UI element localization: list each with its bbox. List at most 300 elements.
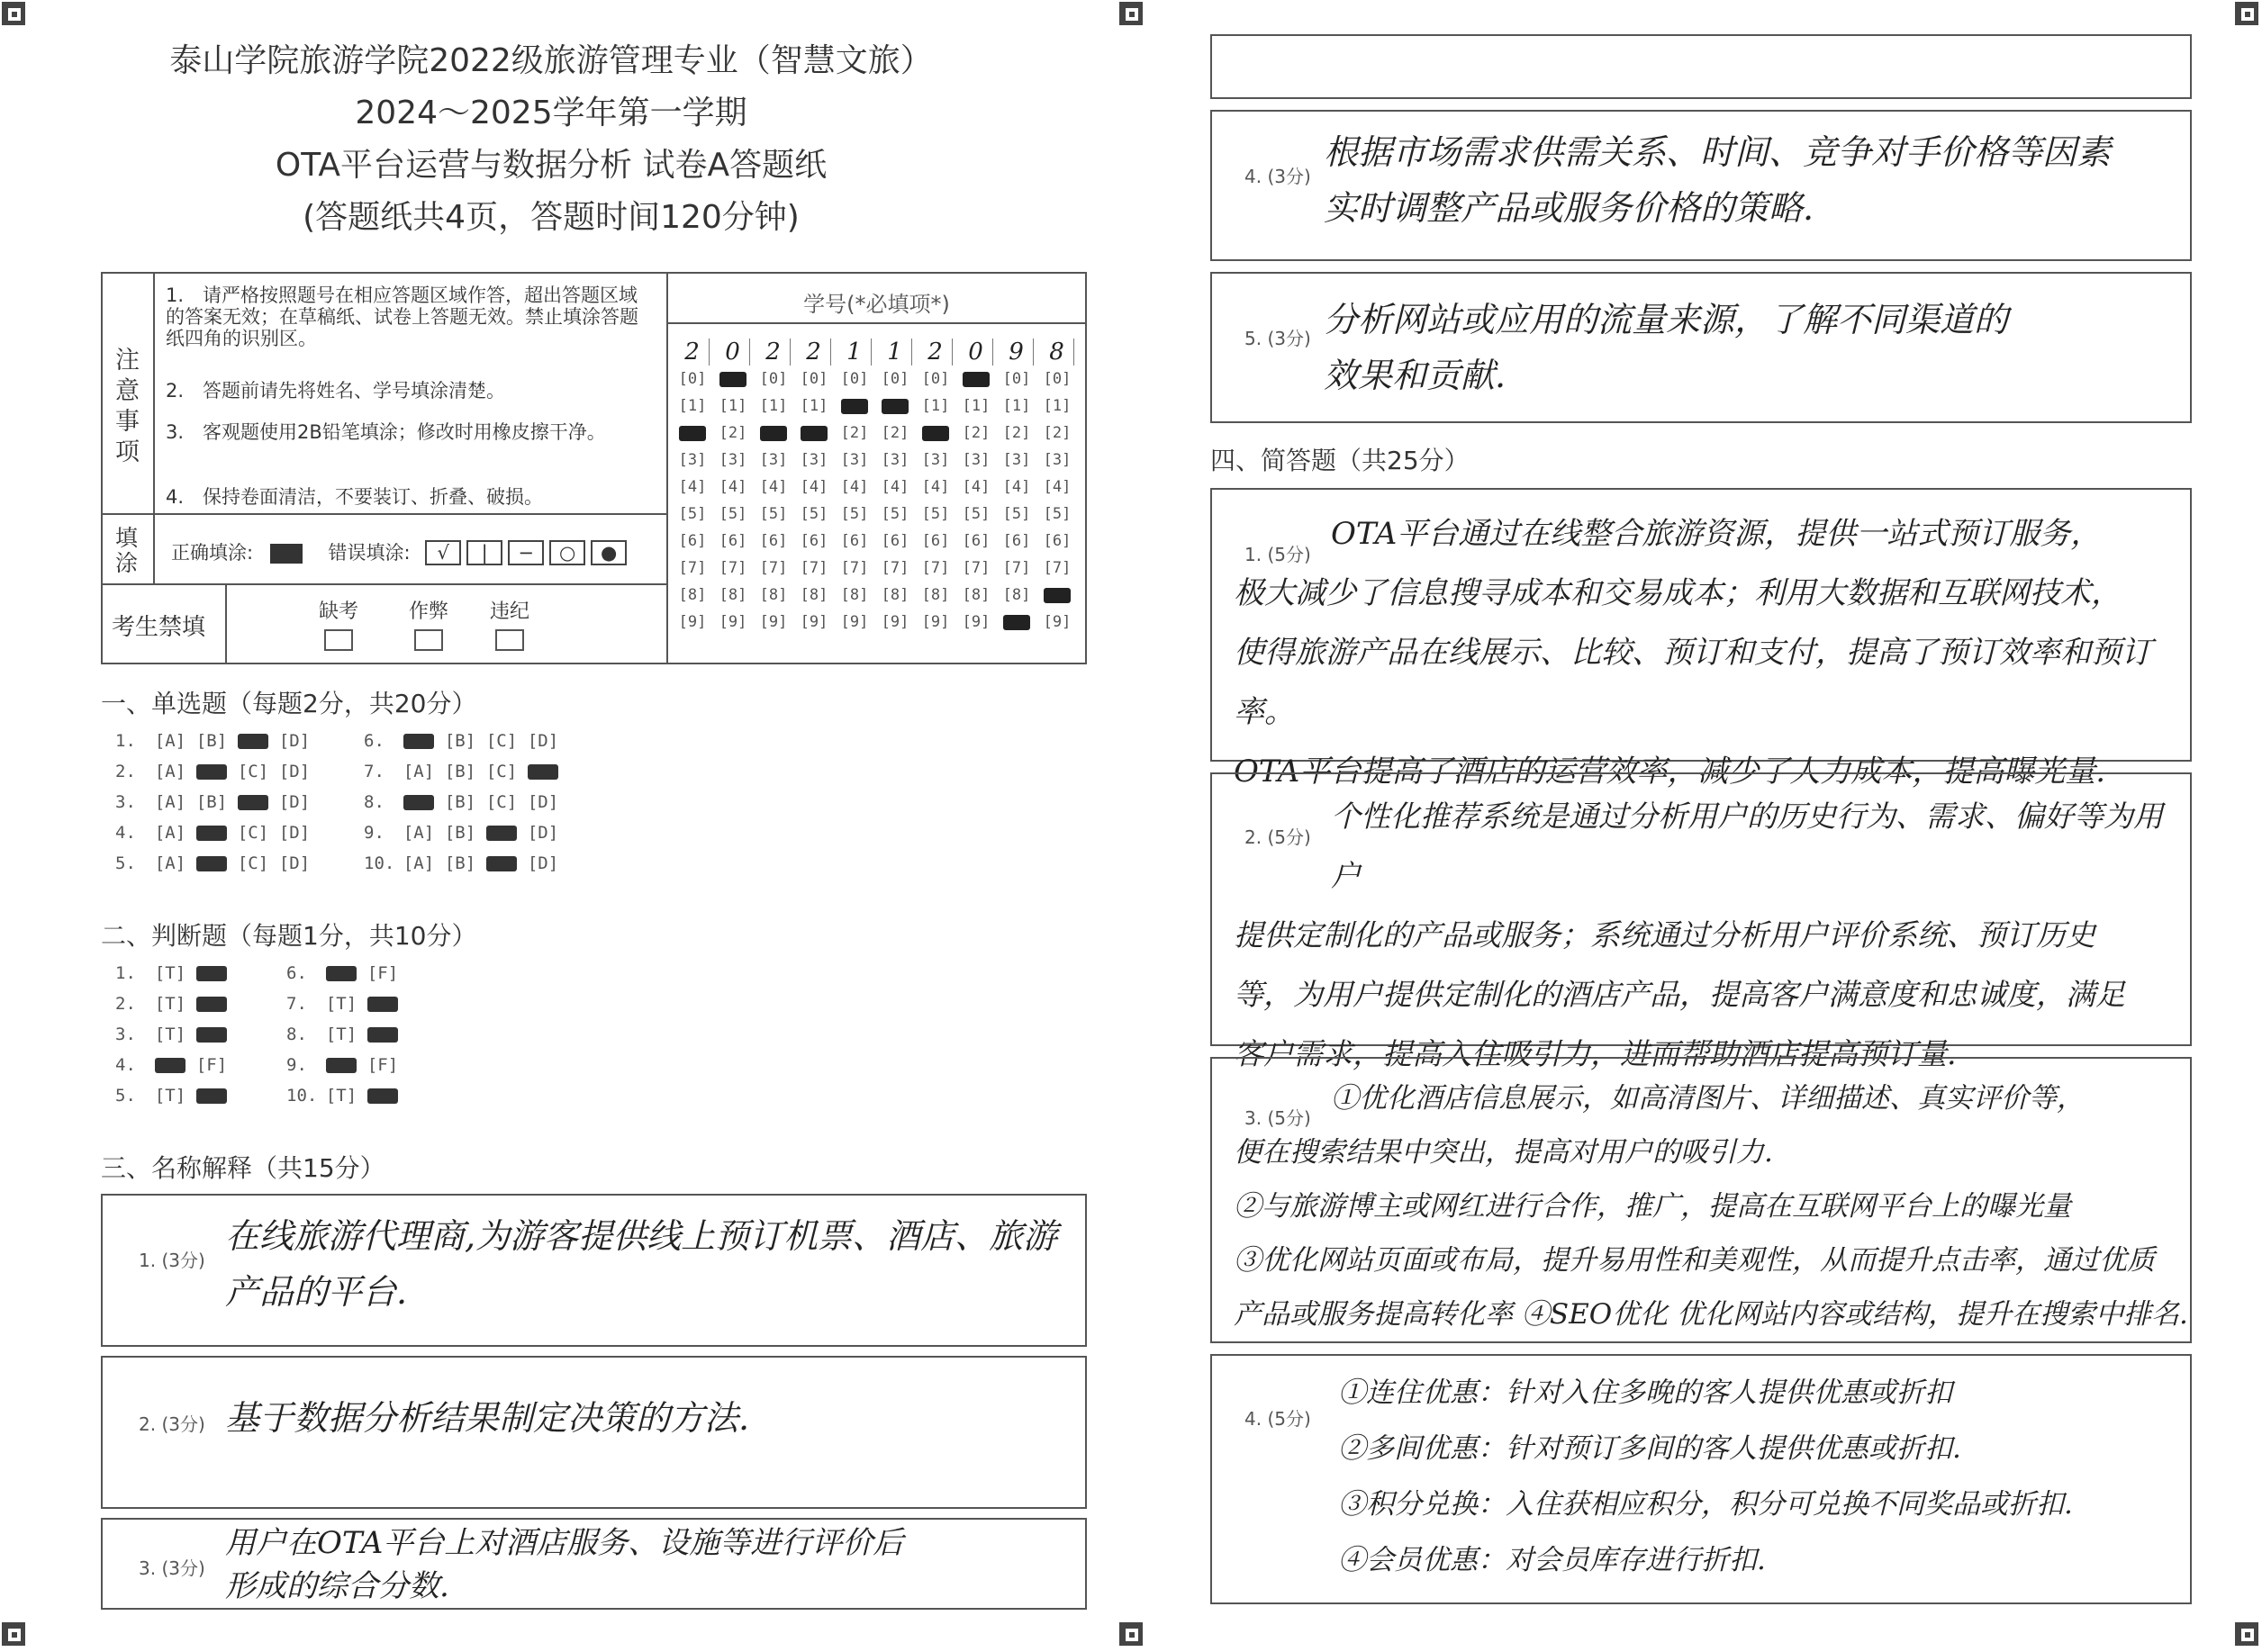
tf-option[interactable]: [F]	[366, 1055, 399, 1075]
fill-label: 填涂	[115, 525, 139, 576]
mc-option[interactable]: [D]	[278, 762, 311, 781]
mc-option[interactable]: [D]	[527, 853, 559, 873]
short-q2-line-1: 个性化推荐系统是通过分析用户的历史行为、需求、偏好等为用户	[1331, 799, 2163, 893]
mc-number: 4.	[115, 823, 136, 843]
mc-bubble-filled[interactable]	[196, 764, 227, 780]
student-id-bubble[interactable]: [9]	[759, 613, 788, 631]
term-q3-line-1: 用户在OTA平台上对酒店服务、设施等进行评价后	[225, 1525, 904, 1561]
tf-option[interactable]: [F]	[366, 963, 399, 983]
student-id-bubble[interactable]: [5]	[678, 505, 707, 523]
short-q4-line-3: ③积分兑换：入住获相应积分，积分可兑换不同奖品或折扣.	[1338, 1488, 2073, 1521]
student-id-bubble[interactable]: [5]	[719, 505, 747, 523]
student-id-bubble[interactable]: [4]	[1002, 478, 1031, 496]
mc-bubble-filled[interactable]	[238, 734, 268, 749]
student-id-bubble[interactable]: [1]	[800, 397, 828, 415]
short-q4-label: 4. (5分)	[1244, 1408, 1311, 1430]
mc-option[interactable]: [A]	[403, 762, 435, 781]
student-id-bubble[interactable]: [1]	[962, 397, 991, 415]
mc-option[interactable]: [D]	[527, 731, 559, 751]
mc-option[interactable]: [A]	[154, 823, 186, 843]
notice-item-4: 4. 保持卷面清洁，不要装订、折叠、破损。	[166, 486, 544, 508]
forbidden-cheating-box[interactable]	[414, 629, 443, 651]
tf-option[interactable]	[362, 1086, 403, 1106]
tf-bubble-filled[interactable]	[155, 1058, 185, 1073]
mc-option[interactable]: [A]	[154, 853, 186, 873]
student-id-bubble[interactable]: [8]	[881, 586, 909, 604]
tf-number: 8.	[286, 1025, 307, 1044]
term-q2-label: 2. (3分)	[139, 1413, 205, 1435]
student-id-bubble[interactable]: [2]	[1002, 424, 1031, 442]
mc-row	[115, 762, 315, 781]
term-q5-label: 5. (3分)	[1244, 328, 1311, 349]
mc-option[interactable]: [D]	[278, 853, 311, 873]
student-id-bubble[interactable]: [3]	[719, 451, 747, 469]
mc-option[interactable]	[191, 823, 232, 843]
student-id-bubble[interactable]: [6]	[800, 532, 828, 550]
tf-option[interactable]	[149, 1055, 191, 1075]
correct-fill-sample	[270, 544, 303, 564]
student-id-bubble[interactable]: [6]	[921, 532, 950, 550]
student-id-bubble[interactable]: [9]	[840, 613, 869, 631]
student-id-bubble-filled[interactable]	[882, 399, 909, 414]
mc-option[interactable]	[191, 762, 232, 781]
student-id-bubble[interactable]: [0]	[800, 370, 828, 388]
term-q1-line-2: 产品的平台.	[225, 1272, 408, 1312]
student-id-bubble[interactable]: [2]	[962, 424, 991, 442]
term-answer-box-4	[1210, 110, 2192, 261]
forbidden-absent-box[interactable]	[324, 629, 353, 651]
student-id-bubble[interactable]: [1]	[1043, 397, 1072, 415]
forbidden-violation-box[interactable]	[495, 629, 524, 651]
tf-bubble-filled[interactable]	[196, 966, 227, 981]
student-id-column	[837, 339, 872, 636]
tf-option[interactable]: [T]	[325, 994, 357, 1014]
notice-label: 注意事项	[115, 347, 140, 466]
blank-answer-box	[1210, 34, 2192, 99]
student-id-bubble[interactable]: [0]	[881, 370, 909, 388]
mc-option[interactable]: [A]	[403, 853, 435, 873]
tf-option[interactable]: [T]	[325, 1025, 357, 1044]
tf-number: 2.	[115, 994, 136, 1014]
student-id-bubble[interactable]: [6]	[881, 532, 909, 550]
student-id-bubble[interactable]: [0]	[678, 370, 707, 388]
student-id-written-digit: 1	[837, 339, 872, 366]
notice-item-1: 1. 请严格按照题号在相应答题区域作答，超出答题区域的答案无效；在草稿纸、试卷上答题无效。禁止填涂答题纸四角的识别区。	[166, 284, 638, 349]
tf-option[interactable]: [F]	[195, 1055, 228, 1075]
student-id-bubble[interactable]: [7]	[719, 559, 747, 577]
student-id-bubble[interactable]: [5]	[881, 505, 909, 523]
mc-bubble-filled[interactable]	[528, 764, 558, 780]
student-id-bubble[interactable]: [5]	[1043, 505, 1072, 523]
wrong-mark-circle: ○	[549, 540, 585, 565]
mc-bubble-filled[interactable]	[486, 826, 517, 841]
header-line-2: 2024～2025学年第一学期	[355, 95, 747, 131]
mc-row	[364, 731, 564, 751]
student-id-bubble[interactable]: [4]	[840, 478, 869, 496]
student-id-bubble[interactable]: [5]	[1002, 505, 1031, 523]
student-id-bubble[interactable]: [7]	[1043, 559, 1072, 577]
mc-row	[115, 731, 315, 751]
student-id-column	[756, 339, 791, 636]
student-id-bubble[interactable]: [0]	[759, 370, 788, 388]
tf-row	[115, 1086, 232, 1106]
term-q4-label: 4. (3分)	[1244, 166, 1311, 187]
term-q1-label: 1. (3分)	[139, 1250, 205, 1271]
mc-bubble-filled[interactable]	[486, 856, 517, 871]
student-id-bubble[interactable]: [1]	[1002, 397, 1031, 415]
student-id-bubble-filled[interactable]	[922, 426, 949, 441]
tf-bubble-filled[interactable]	[367, 997, 398, 1012]
tf-bubble-filled[interactable]	[367, 1088, 398, 1104]
student-id-bubble[interactable]: [8]	[921, 586, 950, 604]
mc-option[interactable]	[232, 792, 274, 812]
tf-option[interactable]: [T]	[154, 1086, 186, 1106]
term-answer-box-3	[101, 1518, 1087, 1610]
student-id-bubble[interactable]: [1]	[759, 397, 788, 415]
mc-option[interactable]	[481, 823, 522, 843]
tf-option[interactable]	[321, 963, 362, 983]
student-id-bubble[interactable]: [8]	[962, 586, 991, 604]
forbidden-violation-label: 违纪	[490, 600, 530, 623]
tf-row	[286, 1025, 403, 1044]
student-id-bubble[interactable]: [5]	[800, 505, 828, 523]
tf-bubble-filled[interactable]	[196, 1027, 227, 1043]
student-id-bubble[interactable]: [2]	[840, 424, 869, 442]
student-id-bubble[interactable]: [9]	[719, 613, 747, 631]
forbidden-cheating-label: 作弊	[409, 600, 449, 623]
student-id-bubble-filled[interactable]	[801, 426, 828, 441]
mc-bubble-filled[interactable]	[403, 795, 434, 810]
student-id-bubble[interactable]: [8]	[800, 586, 828, 604]
student-id-bubble[interactable]: [7]	[921, 559, 950, 577]
tf-row	[115, 963, 232, 983]
mc-option[interactable]: [B]	[444, 762, 476, 781]
short-answer-box-3	[1210, 1057, 2192, 1343]
wrong-mark-bar: |	[466, 540, 502, 565]
student-id-bubble[interactable]: [3]	[962, 451, 991, 469]
student-id-bubble[interactable]: [6]	[1043, 532, 1072, 550]
short-q1-line-4: OTA平台提高了酒店的运营效率，减少了人力成本，提高曝光量.	[1234, 754, 2106, 790]
header-line-4: (答题纸共4页，答题时间120分钟)	[303, 199, 800, 236]
mc-option[interactable]	[398, 731, 439, 751]
short-q3-line-4: ③优化网站页面或布局，提升易用性和美观性，从而提升点击率，通过优质	[1234, 1244, 2155, 1277]
mc-option[interactable]	[522, 762, 564, 781]
student-id-bubble-filled[interactable]	[841, 399, 868, 414]
mc-option[interactable]: [B]	[444, 853, 476, 873]
student-id-bubble[interactable]: [7]	[800, 559, 828, 577]
student-id-bubble-filled[interactable]	[1044, 588, 1071, 603]
left-page	[0, 0, 1126, 1652]
short-q1-line-1: OTA平台通过在线整合旅游资源，提供一站式预订服务，	[1331, 516, 2102, 552]
student-id-bubble[interactable]: [1]	[719, 397, 747, 415]
mc-bubble-filled[interactable]	[196, 826, 227, 841]
tf-bubble-filled[interactable]	[326, 1058, 357, 1073]
mc-number: 1.	[115, 731, 136, 751]
student-id-bubble[interactable]: [3]	[759, 451, 788, 469]
student-id-bubble[interactable]: [3]	[678, 451, 707, 469]
student-id-label: 学号(*必填项*)	[803, 292, 950, 317]
section2-title: 二、判断题（每题1分，共10分）	[101, 921, 477, 951]
mc-option[interactable]: [C]	[237, 762, 269, 781]
forbidden-absent	[319, 596, 358, 651]
short-q3-line-3: ②与旅游博主或网红进行合作，推广，提高在互联网平台上的曝光量	[1234, 1190, 2071, 1223]
short-q2-answer	[1234, 787, 2188, 1084]
mc-row	[364, 762, 564, 781]
notice-block	[101, 272, 1087, 664]
term-q4-answer	[1324, 124, 2111, 236]
tf-option[interactable]	[191, 994, 232, 1014]
student-id-bubble[interactable]: [8]	[840, 586, 869, 604]
notice-item-3: 3. 客观题使用2B铅笔填涂；修改时用橡皮擦干净。	[166, 421, 606, 443]
mc-option[interactable]: [A]	[154, 731, 186, 751]
student-id-bubble[interactable]: [9]	[962, 613, 991, 631]
short-q3-label: 3. (5分)	[1244, 1107, 1311, 1129]
tf-bubble-filled[interactable]	[196, 997, 227, 1012]
tf-row	[115, 994, 232, 1014]
mc-row	[115, 792, 315, 812]
student-id-bubble[interactable]: [6]	[759, 532, 788, 550]
forbidden-label: 考生禁填	[112, 614, 206, 641]
tf-number: 9.	[286, 1055, 307, 1075]
student-id-written-digit: 9	[1000, 339, 1034, 366]
mc-number: 2.	[115, 762, 136, 781]
student-id-bubble[interactable]: [5]	[840, 505, 869, 523]
student-id-bubble[interactable]: [2]	[719, 424, 747, 442]
mc-option[interactable]: [D]	[278, 823, 311, 843]
tf-row	[286, 1086, 403, 1106]
header-line-1: 泰山学院旅游学院2022级旅游管理专业（智慧文旅）	[169, 42, 933, 79]
mc-option[interactable]: [D]	[527, 792, 559, 812]
student-id-bubble[interactable]: [3]	[1043, 451, 1072, 469]
mc-option[interactable]: [D]	[278, 731, 311, 751]
term-q5-answer	[1324, 292, 2008, 403]
mc-option[interactable]: [B]	[195, 792, 228, 812]
short-q1-line-3: 使得旅游产品在线展示、比较、预订和支付，提高了预订效率和预订率。	[1234, 635, 2152, 730]
student-id-bubble[interactable]: [9]	[800, 613, 828, 631]
tf-option[interactable]	[321, 1055, 362, 1075]
student-id-bubble[interactable]: [2]	[1043, 424, 1072, 442]
correct-fill-label: 正确填涂:	[171, 542, 254, 564]
tf-number: 7.	[286, 994, 307, 1014]
student-id-bubble[interactable]: [9]	[881, 613, 909, 631]
student-id-bubble[interactable]: [7]	[759, 559, 788, 577]
wrong-mark-dot: ●	[591, 540, 627, 565]
student-id-bubble[interactable]: [0]	[1002, 370, 1031, 388]
mc-option[interactable]	[398, 792, 439, 812]
student-id-bubble[interactable]: [7]	[962, 559, 991, 577]
student-id-bubble[interactable]: [5]	[759, 505, 788, 523]
tf-option[interactable]	[191, 1086, 232, 1106]
student-id-bubble[interactable]: [0]	[840, 370, 869, 388]
student-id-bubble[interactable]: [9]	[678, 613, 707, 631]
tf-row	[286, 963, 403, 983]
fill-instructions	[171, 538, 627, 565]
mc-option[interactable]: [C]	[237, 823, 269, 843]
student-id-bubble[interactable]: [7]	[1002, 559, 1031, 577]
student-id-written-digit: 2	[918, 339, 953, 366]
tf-option[interactable]: [T]	[154, 963, 186, 983]
student-id-bubble[interactable]: [7]	[840, 559, 869, 577]
student-id-bubble[interactable]: [3]	[1002, 451, 1031, 469]
student-id-bubble-filled[interactable]	[719, 372, 746, 387]
student-id-bubble[interactable]: [3]	[800, 451, 828, 469]
term-answer-box-5	[1210, 272, 2192, 423]
short-q3-answer	[1234, 1071, 2188, 1341]
student-id-bubble[interactable]: [1]	[678, 397, 707, 415]
student-id-bubble[interactable]: [4]	[962, 478, 991, 496]
forbidden-cheating	[409, 596, 448, 651]
wrong-fill-samples	[425, 542, 627, 564]
mc-number: 7.	[364, 762, 385, 781]
student-id-bubble[interactable]: [6]	[840, 532, 869, 550]
mc-option[interactable]: [C]	[485, 762, 518, 781]
mc-option[interactable]: [B]	[444, 823, 476, 843]
tf-bubble-filled[interactable]	[326, 966, 357, 981]
tf-option[interactable]	[362, 994, 403, 1014]
mc-number: 5.	[115, 853, 136, 873]
short-q4-answer	[1338, 1365, 2185, 1588]
term-q4-line-1: 根据市场需求供需关系、时间、竞争对手价格等因素	[1324, 132, 2112, 172]
student-id-column	[918, 339, 953, 636]
student-id-bubble[interactable]: [8]	[1002, 586, 1031, 604]
student-id-bubble[interactable]: [8]	[678, 586, 707, 604]
tf-option[interactable]	[191, 963, 232, 983]
student-id-bubble[interactable]: [5]	[921, 505, 950, 523]
student-id-bubble[interactable]: [4]	[800, 478, 828, 496]
student-id-bubble-filled[interactable]	[679, 426, 706, 441]
mc-bubble-filled[interactable]	[196, 856, 227, 871]
student-id-bubble[interactable]: [3]	[921, 451, 950, 469]
tf-option[interactable]	[191, 1025, 232, 1044]
student-id-bubble-filled[interactable]	[1003, 615, 1030, 630]
mc-option[interactable]: [B]	[444, 792, 476, 812]
student-id-bubble[interactable]: [6]	[678, 532, 707, 550]
term-q4-line-2: 实时调整产品或服务价格的策略.	[1324, 188, 1814, 228]
forbidden-violation	[490, 596, 529, 651]
mc-option[interactable]	[191, 853, 232, 873]
term-q1-answer	[225, 1208, 1057, 1320]
mc-option[interactable]: [B]	[444, 731, 476, 751]
student-id-bubble[interactable]: [9]	[1043, 613, 1072, 631]
mc-option[interactable]: [D]	[527, 823, 559, 843]
student-id-bubble[interactable]: [9]	[921, 613, 950, 631]
mc-number: 3.	[115, 792, 136, 812]
section1-title: 一、单选题（每题2分，共20分）	[101, 689, 477, 718]
tf-option[interactable]: [T]	[154, 1025, 186, 1044]
mc-option[interactable]: [D]	[278, 792, 311, 812]
student-id-bubble[interactable]: [4]	[759, 478, 788, 496]
short-q2-line-3: 等，为用户提供定制化的酒店产品，提高客户满意度和忠诚度，满足	[1234, 977, 2125, 1012]
mc-row	[364, 792, 564, 812]
tf-row	[286, 994, 403, 1014]
tf-option[interactable]	[362, 1025, 403, 1044]
mc-row	[115, 823, 315, 843]
student-id-bubble[interactable]: [7]	[678, 559, 707, 577]
student-id-bubble[interactable]: [7]	[881, 559, 909, 577]
wrong-mark-dash: −	[508, 540, 544, 565]
student-id-bubble[interactable]: [6]	[1002, 532, 1031, 550]
tf-option[interactable]: [T]	[325, 1086, 357, 1106]
student-id-bubble[interactable]: [8]	[759, 586, 788, 604]
student-id-bubble[interactable]: [4]	[881, 478, 909, 496]
notice-item-2: 2. 答题前请先将姓名、学号填涂清楚。	[166, 380, 506, 402]
short-q4-line-1: ①连住优惠：针对入住多晚的客人提供优惠或折扣	[1338, 1377, 1952, 1409]
tf-number: 5.	[115, 1086, 136, 1106]
term-q3-line-2: 形成的综合分数.	[225, 1568, 449, 1604]
student-id-bubble[interactable]: [3]	[840, 451, 869, 469]
tf-bubble-filled[interactable]	[367, 1027, 398, 1043]
mc-option[interactable]	[232, 731, 274, 751]
mc-option[interactable]: [C]	[485, 792, 518, 812]
term-q3-label: 3. (3分)	[139, 1557, 205, 1579]
mc-option[interactable]: [A]	[154, 762, 186, 781]
short-q2-line-4: 客户需求，提高入住吸引力，进而帮助酒店提高预订量.	[1234, 1036, 1957, 1071]
term-q1-line-1: 在线旅游代理商,为游客提供线上预订机票、酒店、旅游	[225, 1216, 1058, 1256]
student-id-bubble[interactable]: [0]	[921, 370, 950, 388]
mc-option[interactable]: [C]	[237, 853, 269, 873]
short-answer-box-2	[1210, 772, 2192, 1071]
student-id-bubble[interactable]: [6]	[962, 532, 991, 550]
student-id-bubble[interactable]: [2]	[881, 424, 909, 442]
forbidden-absent-label: 缺考	[319, 600, 359, 623]
mc-option[interactable]	[481, 853, 522, 873]
mc-option[interactable]: [A]	[154, 792, 186, 812]
wrong-fill-label: 错误填涂:	[328, 542, 411, 564]
tf-row	[115, 1025, 232, 1044]
student-id-bubble-filled[interactable]	[760, 426, 787, 441]
student-id-bubble[interactable]: [8]	[719, 586, 747, 604]
mc-option[interactable]: [C]	[485, 731, 518, 751]
student-id-bubble-filled[interactable]	[963, 372, 990, 387]
student-id-bubble[interactable]: [4]	[678, 478, 707, 496]
mc-row	[115, 853, 315, 873]
mc-bubble-filled[interactable]	[238, 795, 268, 810]
student-id-bubble[interactable]: [1]	[921, 397, 950, 415]
tf-number: 4.	[115, 1055, 136, 1075]
short-answer-box-1	[1210, 488, 2192, 790]
student-id-bubble[interactable]: [4]	[719, 478, 747, 496]
term-answer-box-1	[101, 1194, 1087, 1347]
student-id-column	[675, 339, 710, 636]
mc-option[interactable]: [B]	[195, 731, 228, 751]
student-id-bubble[interactable]: [5]	[962, 505, 991, 523]
right-page	[1171, 0, 2262, 1652]
student-id-bubble[interactable]: [0]	[1043, 370, 1072, 388]
student-id-column	[1000, 339, 1034, 636]
student-id-bubble[interactable]: [4]	[921, 478, 950, 496]
short-q2-label: 2. (5分)	[1244, 826, 1311, 848]
mc-bubble-filled[interactable]	[403, 734, 434, 749]
student-id-written-digit: 2	[675, 339, 710, 366]
student-id-column	[716, 339, 750, 636]
section4-title: 四、简答题（共25分）	[1210, 446, 1470, 475]
short-q1-line-2: 极大减少了信息搜寻成本和交易成本；利用大数据和互联网技术，	[1234, 575, 2122, 611]
mc-number: 9.	[364, 823, 385, 843]
student-id-bubble[interactable]: [3]	[881, 451, 909, 469]
section3-title: 三、名称解释（共15分）	[101, 1153, 385, 1183]
term-q5-line-1: 分析网站或应用的流量来源，了解不同渠道的	[1324, 300, 2009, 339]
student-id-bubble[interactable]: [4]	[1043, 478, 1072, 496]
student-id-bubble[interactable]: [6]	[719, 532, 747, 550]
tf-bubble-filled[interactable]	[196, 1088, 227, 1104]
short-q3-line-5: 产品或服务提高转化率 ④SEO优化 优化网站内容或结构，提升在搜索中排名.	[1234, 1298, 2188, 1331]
tf-row	[286, 1055, 403, 1075]
short-q1-label: 1. (5分)	[1244, 544, 1311, 565]
mc-option[interactable]: [A]	[403, 823, 435, 843]
tf-option[interactable]: [T]	[154, 994, 186, 1014]
mc-row	[364, 823, 564, 843]
tf-number: 1.	[115, 963, 136, 983]
